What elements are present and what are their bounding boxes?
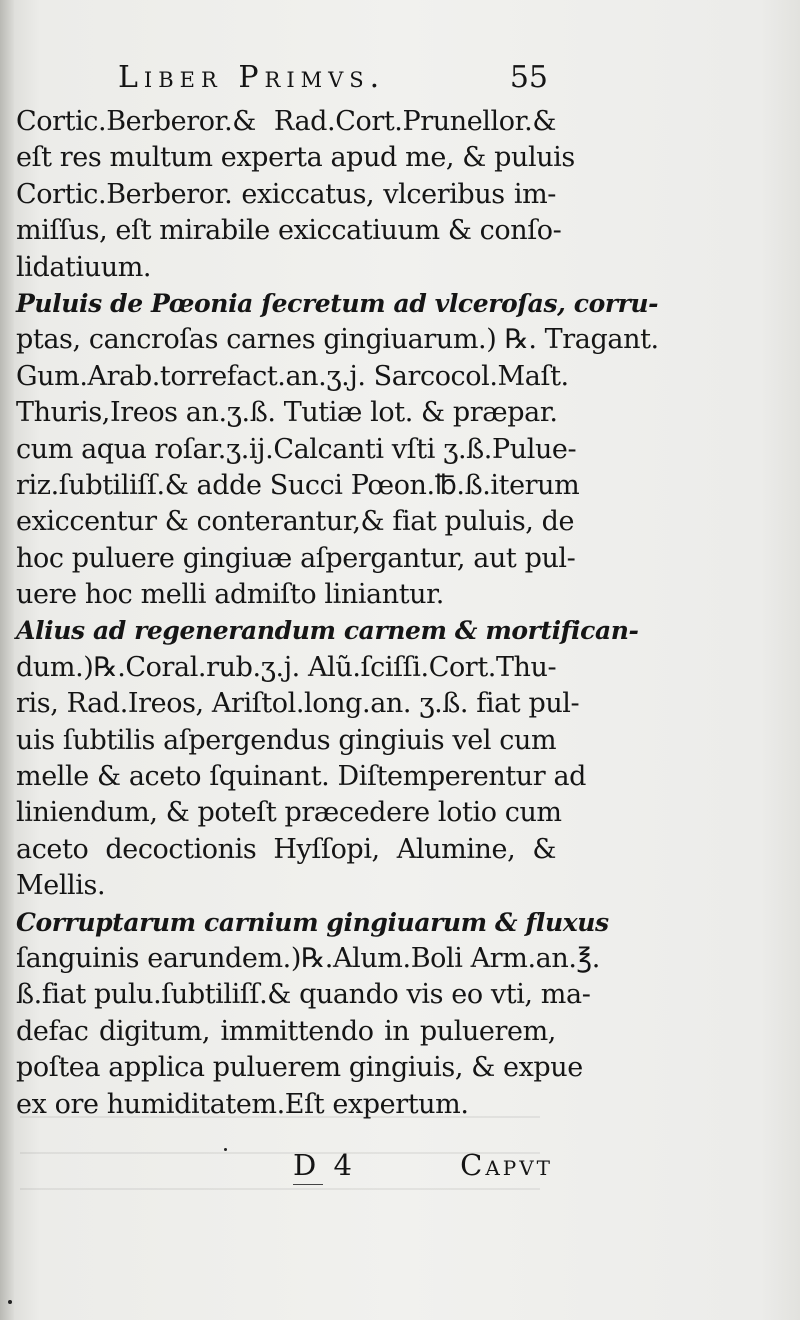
ink-speck <box>8 1300 12 1304</box>
text-line: uere hoc melli admiſto liniantur. <box>16 579 444 611</box>
section-heading-line: Puluis de Pœonia ſecretum ad vlceroſas, corru- <box>16 288 659 318</box>
page-number: 55 <box>509 60 548 95</box>
text-line: dum.)℞.Coral.rub.ʒ.j. Alũ.ſciſſi.Cort.Thu- <box>16 651 557 683</box>
text-line: ris, Rad.Ireos, Ariſtol.long.an. ʒ.ß. fiat pul- <box>16 688 580 720</box>
ink-speck <box>224 1148 227 1151</box>
text-line: Cortic.Berberor. exiccatus, vlceribus im- <box>16 178 556 210</box>
page-header <box>118 60 548 100</box>
catchword: Capvt <box>460 1148 553 1182</box>
text-line: ex ore humiditatem.Eſt expertum. <box>16 1088 469 1120</box>
text-line: poſtea applica puluerem gingiuis, & expue <box>16 1052 583 1084</box>
section-heading-line: Alius ad regenerandum carnem & mortifican- <box>16 616 639 646</box>
text-line: eſt res multum experta apud me, & puluis <box>16 142 575 174</box>
text-line: exiccentur & conterantur,& fiat puluis, de <box>16 506 575 538</box>
text-line: riz.ſubtiliſſ.& adde Succi Pœon.℔.ß.iterum <box>16 469 580 501</box>
text-line: aceto decoctionis Hyſſopi, Alumine, & <box>16 833 556 865</box>
running-title: Liber Primvs. <box>118 60 386 95</box>
text-line: defac digitum, immittendo in puluerem, <box>16 1015 556 1047</box>
page-footer <box>293 1148 553 1188</box>
page-gutter-shadow <box>0 0 14 1320</box>
signature-mark: D 4 <box>293 1148 356 1182</box>
text-line: miſſus, eſt mirabile exiccatiuum & conſo- <box>16 215 562 247</box>
text-line: cum aqua roſar.ʒ.ij.Calcanti vſti ʒ.ß.Pulue- <box>16 433 577 465</box>
section-heading-line: Corruptarum carnium gingiuarum & fluxus <box>16 907 609 937</box>
text-line: liniendum, & poteſt præcedere lotio cum <box>16 797 562 829</box>
text-line: ſanguinis earundem.)℞.Alum.Boli Arm.an.℥. <box>16 942 600 974</box>
text-line: lidatiuum. <box>16 251 152 283</box>
text-block <box>16 104 659 1123</box>
text-line: melle & aceto ſquinant. Diſtemperentur ad <box>16 761 587 793</box>
text-line: uis ſubtilis aſpergendus gingiuis vel cum <box>16 724 557 756</box>
signature-underline <box>293 1184 323 1185</box>
text-line: hoc puluere gingiuæ aſpergantur, aut pul- <box>16 542 576 574</box>
text-line: ß.fiat pulu.ſubtiliſſ.& quando vis eo vti, ma- <box>16 979 591 1011</box>
text-line: Mellis. <box>16 870 106 902</box>
text-line: Thuris,Ireos an.ʒ.ß. Tutiæ lot. & præpar. <box>16 397 558 429</box>
text-line: ptas, cancroſas carnes gingiuarum.) ℞. Tragant. <box>16 324 659 356</box>
text-line: Cortic.Berberor.& Rad.Cort.Prunellor.& <box>16 106 556 137</box>
text-line: Gum.Arab.torrefact.an.ʒ.j. Sarcocol.Maſt. <box>16 360 569 392</box>
